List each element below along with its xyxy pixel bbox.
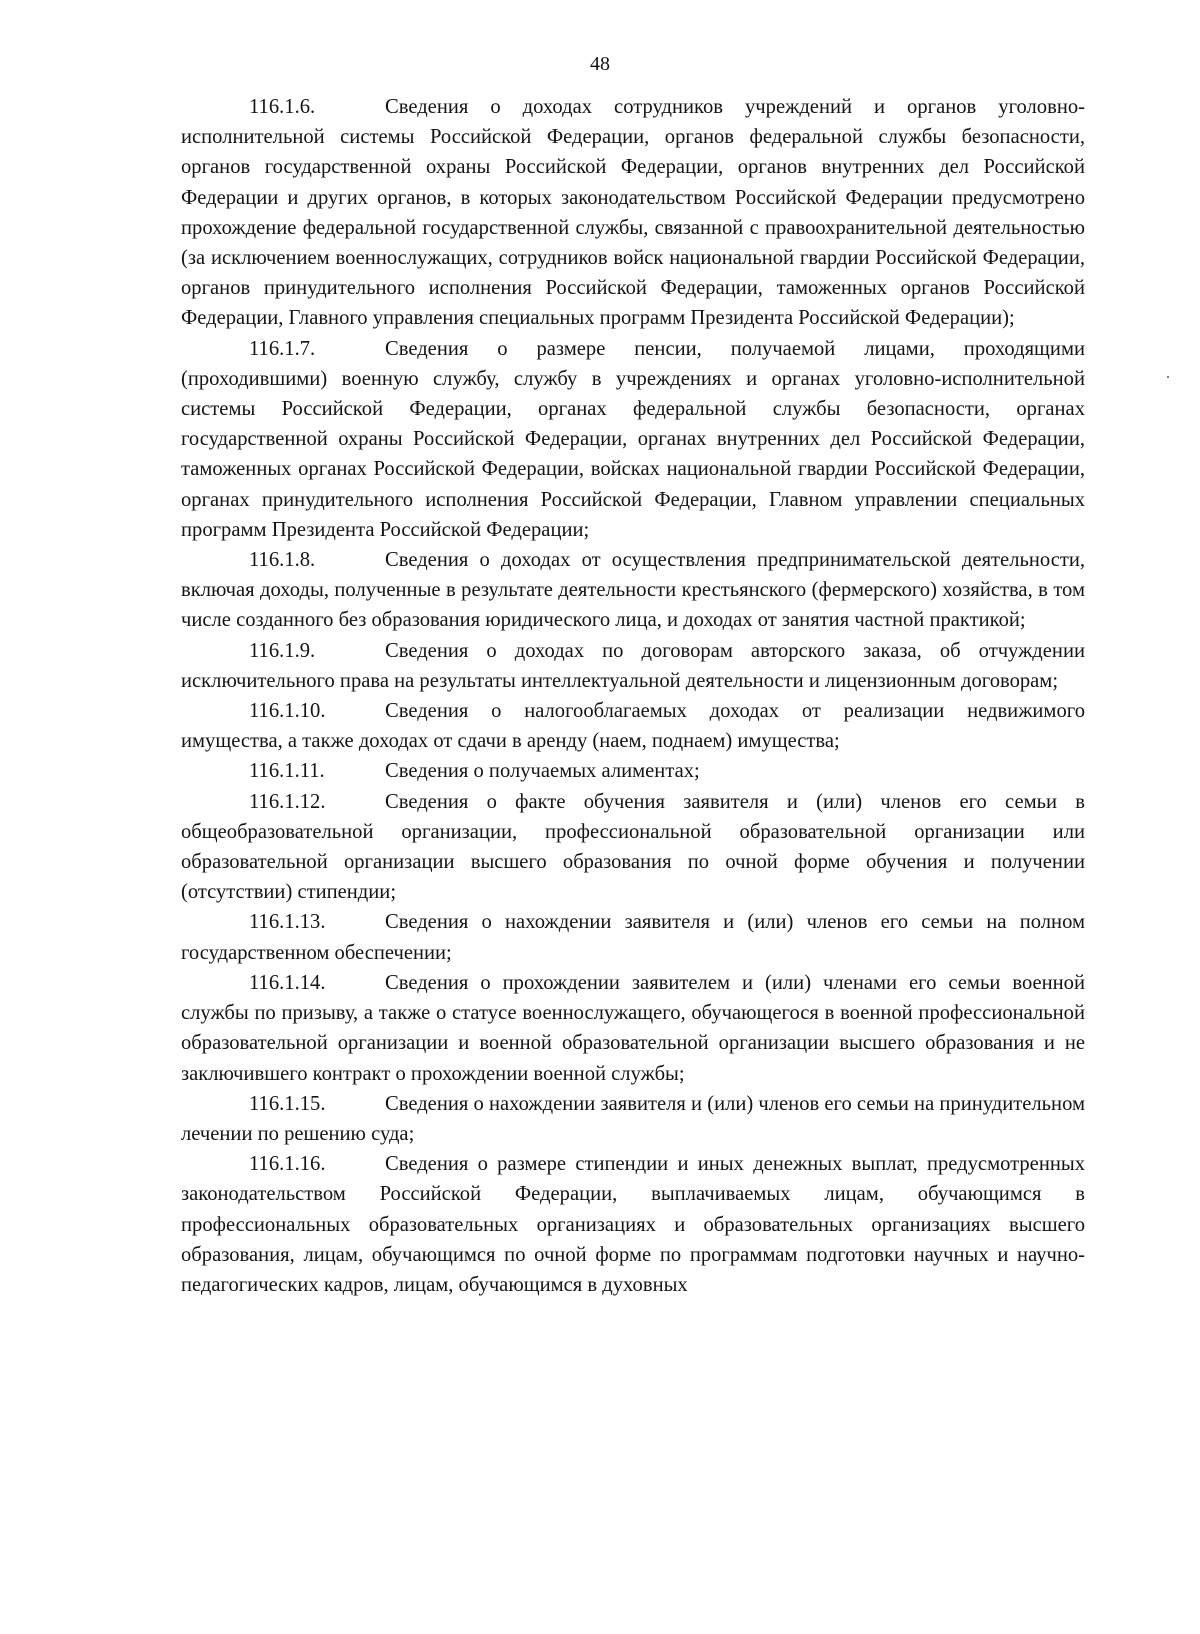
paragraph-116-1-11 [181,756,1085,786]
paragraph-116-1-8 [181,545,1085,636]
paragraph-number: 116.1.6. [249,96,316,118]
paragraph-text: Сведения о доходах сотрудников учреждений и органов уголовно-исполнительной системы Российской Федерации, органов федеральной службы безопасности, органов государственной охраны Российской Федерации, органов внутренних дел Российской Федерации и других органов, в которых законодательством Российской Федерации предусмотрено прохождение федеральной государственной службы, связанной с правоохранительной деятельностью (за исключением военнослужащих, сотрудников войск национальной гвардии Российской Федерации, органов принудительного исполнения Российской Федерации, таможенных органов Российской Федерации, Главного управления специальных программ Президента Российской Федерации); [181,96,1085,330]
paragraph-text: Сведения о прохождении заявителем и (или) членами его семьи военной службы по призыву, а также о статусе военнослужащего, обучающегося в военной профессиональной образовательной организации и военной образовательной организации высшего образования и не заключившего контракт о прохождении военной службы; [181,971,1085,1085]
paragraph-number: 116.1.8. [249,549,316,572]
scan-speck [1167,376,1169,378]
paragraph-text: Сведения о размере пенсии, получаемой лицами, проходящими (проходившими) военную службу, службу в учреждениях и органах уголовно-исполнительной системы Российской Федерации, органах федеральной службы безопасности, органах государственной охраны Российской Федерации, органах внутренних дел Российской Федерации, таможенных органах Российской Федерации, войсках национальной гвардии Российской Федерации, органах принудительного исполнения Российской Федерации, Главном управлении специальных программ Президента Российской Федерации; [181,337,1085,541]
paragraph-number: 116.1.9. [249,639,316,662]
paragraph-116-1-15 [181,1089,1085,1149]
paragraph-text: Сведения о налогооблагаемых доходах от реализации недвижимого имущества, а также доходах от сдачи в аренду (наем, поднаем) имущества; [181,700,1085,753]
paragraph-text: Сведения о размере стипендии и иных денежных выплат, предусмотренных законодательством Российской Федерации, выплачиваемых лицам, обучающимся в профессиональных образовательных организациях и образовательных организациях высшего образования, лицам, обучающимся по очной форме по программам подготовки научных и научно-педагогических кадров, лицам, обучающимся в духовных [181,1153,1085,1296]
page-number: 48 [590,53,610,75]
paragraph-text: Сведения о получаемых алиментах; [385,760,700,783]
paragraph-116-1-14 [181,968,1085,1089]
paragraph-number: 116.1.13. [249,911,326,934]
paragraph-number: 116.1.15. [249,1092,326,1115]
paragraph-number: 116.1.16. [249,1153,326,1176]
document-body [181,92,1085,1300]
paragraph-number: 116.1.12. [249,790,326,813]
paragraph-text: Сведения о нахождении заявителя и (или) членов его семьи на полном государственном обеспечении; [181,911,1085,964]
paragraph-116-1-9 [181,636,1085,696]
paragraph-text: Сведения о доходах от осуществления предпринимательской деятельности, включая доходы, полученные в результате деятельности крестьянского (фермерского) хозяйства, в том числе созданного без образования юридического лица, и доходах от занятия частной практикой; [181,549,1085,632]
paragraph-text: Сведения о факте обучения заявителя и (или) членов его семьи в общеобразовательной организации, профессиональной образовательной организации или образовательной организации высшего образования по очной форме обучения и получении (отсутствии) стипендии; [181,790,1085,904]
paragraph-116-1-16 [181,1149,1085,1300]
paragraph-number: 116.1.14. [249,971,326,994]
paragraph-number: 116.1.7. [249,337,316,360]
paragraph-116-1-6 [181,92,1085,334]
paragraph-116-1-13 [181,907,1085,967]
paragraph-116-1-12 [181,787,1085,908]
paragraph-text: Сведения о нахождении заявителя и (или) членов его семьи на принудительном лечении по решению суда; [181,1092,1085,1145]
paragraph-116-1-7 [181,334,1085,545]
paragraph-number: 116.1.11. [249,760,325,783]
paragraph-116-1-10 [181,696,1085,756]
paragraph-text: Сведения о доходах по договорам авторского заказа, об отчуждении исключительного права на результаты интеллектуальной деятельности и лицензионным договорам; [181,639,1085,692]
paragraph-number: 116.1.10. [249,700,326,723]
